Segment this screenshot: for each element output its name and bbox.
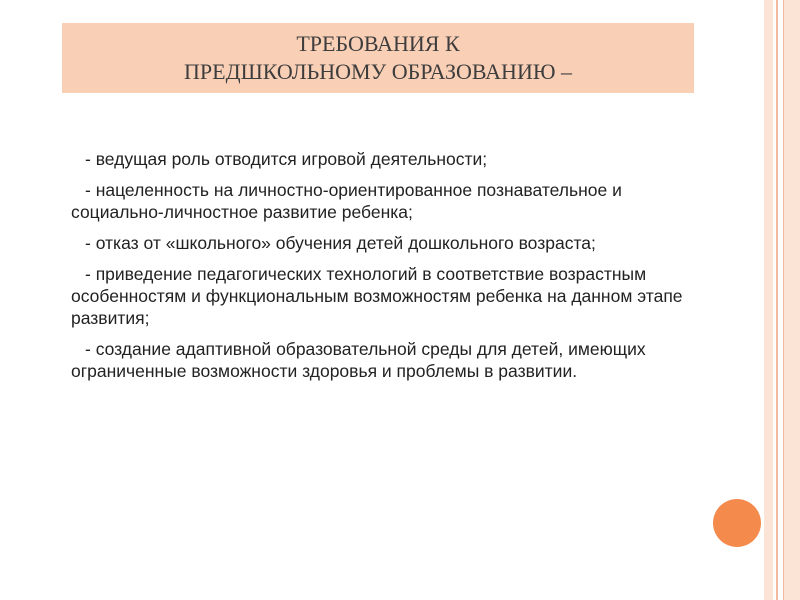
list-item: - ведущая роль отводится игровой деятельности;	[85, 149, 488, 169]
decor-stripe	[784, 0, 800, 600]
list-item: - отказ от «школьного» обучения детей дошкольного возраста;	[85, 233, 596, 253]
decor-stripe	[764, 0, 773, 600]
title-line-2: ПРЕДШКОЛЬНОМУ ОБРАЗОВАНИЮ –	[184, 59, 572, 84]
list-item: - нацеленность на личностно-ориентированное познавательное и социально-личностное развитие ребенка;	[71, 180, 622, 222]
requirements-list	[71, 148, 711, 391]
list-item: - создание адаптивной образовательной среды для детей, имеющих ограниченные возможности здоровья и проблемы в развитии.	[71, 339, 646, 381]
decor-circle	[713, 499, 761, 547]
slide-title	[62, 23, 694, 93]
title-line-1: ТРЕБОВАНИЯ К	[296, 31, 460, 56]
list-item: - приведение педагогических технологий в соответствие возрастным особенностям и функциональным возможностям ребенка на данном этапе развития;	[71, 264, 683, 328]
